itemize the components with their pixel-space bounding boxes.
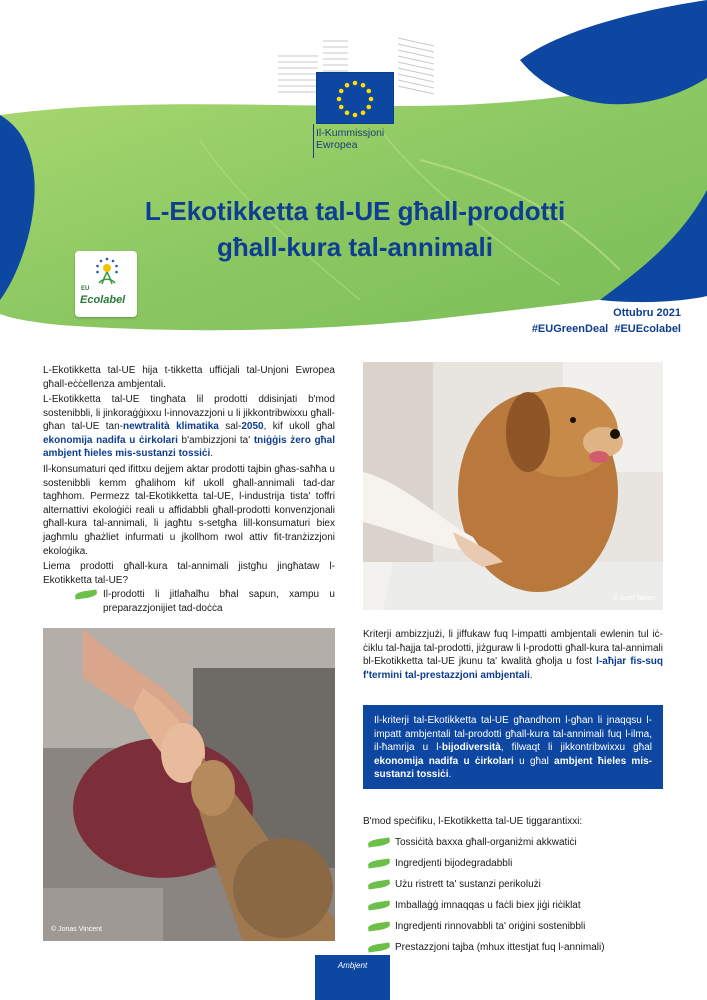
list-item: Imballaġġ imnaqqas u faċli biex jiġi riċiklat: [368, 900, 581, 911]
ecolabel-flower-icon: [93, 256, 121, 286]
leaf-bullet-icon: [368, 837, 391, 847]
intro-paragraph-1: L-Ekotikketta tal-UE hija t-tikketta uffiċjali tal-Unjoni Ewropea għall-eċċellenza ambjentali.: [43, 365, 335, 390]
logo-divider: [313, 124, 314, 158]
dog-photo-credit: © Autri Taheri: [613, 595, 655, 602]
eu-stars-icon: [317, 73, 393, 123]
institution-name: Il-Kummissjoni Ewropea: [316, 127, 385, 151]
title-line-1: L-Ekotikketta tal-UE għall-prodotti: [144, 196, 566, 226]
list-item: Prestazzjoni tajba (mhux ittestjat fuq l-annimali): [368, 942, 605, 953]
paw-photo-credit: © Jonas Vincent: [51, 926, 102, 933]
intro-paragraph-2: L-Ekotikketta tal-UE tingħata lil prodotti ddisinjati b'mod sostenibbli, li jinkoraġġixxu l-innovazzjoni u li jikkontribwixxu għall-għan tal-UE tan-newtralità klimatika sal-2050, kif ukoll għal ekonomija nadifa u ċirkolari b'ambizzjoni ta' tniġġis żero għal ambjent ħieles mis-sustanzi tossiċi.: [43, 394, 336, 460]
hand-paw-photo: [43, 628, 335, 941]
leaf-bullet-icon: [368, 858, 391, 868]
leaf-bullet-icon: [368, 879, 391, 889]
dog-bath-photo: [363, 362, 663, 610]
list-item: Użu ristrett ta' sustanzi perikolużi: [368, 879, 541, 890]
eu-ecolabel-logo: [75, 251, 137, 317]
hashtags: #EUGreenDeal #EUEcolabel: [531, 323, 681, 335]
ecolabel-eu-text: EU: [81, 286, 90, 292]
products-question: Liema prodotti għall-kura tal-annimali jistgħu jingħataw l-Ekotikketta tal-UE?: [43, 561, 335, 586]
products-bullet: Il-prodotti li jitlaħalħu bħal sapun, xampu u preparazzjonijiet tad-doċċa: [75, 588, 335, 615]
intro-paragraph-3: Il-konsumaturi qed ifittxu dejjem aktar prodotti tajbin għas-saħħa u sostenibbli kemm għalihom kif ukoll għall-annimali tad-dar tagħhom. Permezz tal-Ekotikketta tal-UE, l-industrija tista' toffri alternattivi ekoloġiċi reali u affidabbli għall-prodotti konvenzjonali għall-kura tal-annimali, li jagħtu s-setgħa lill-konsumaturi biex jagħmlu għażliet infurmati u jkollhom rwol attiv fit-tranżizzjoni ekoloġika.: [43, 464, 335, 557]
title-line-2: għall-kura tal-annimali: [217, 232, 493, 262]
publication-date: Ottubru 2021: [613, 307, 681, 319]
criteria-highlight-box: Il-kriterji tal-Ekotikketta tal-UE għandhom l-għan li jnaqqsu l-impatt ambjentali tal-prodotti għall-kura tal-annimali fuq l-ilma, il-ħamrija u l-bijodiversità, filwaqt li jikkontribwixxu għal ekonomija nadifa u ċirkolari u għal ambjent ħieles mis-sustanzi tossiċi.: [363, 705, 663, 789]
leaf-bullet-icon: [75, 590, 98, 600]
ecolabel-name-text: Ecolabel: [80, 294, 126, 306]
guarantees-intro: B'mod speċifiku, l-Ekotikketta tal-UE tiggarantixxi:: [363, 816, 583, 827]
eu-flag-logo: [316, 72, 394, 124]
leaf-bullet-icon: [368, 921, 391, 931]
list-item: Ingredjenti bijodegradabbli: [368, 858, 512, 869]
leaf-bullet-icon: [368, 942, 391, 952]
list-item: Tossiċità baxxa għall-organiżmi akkwatiċi: [368, 837, 577, 848]
page-title: [60, 193, 650, 265]
list-item: Ingredjenti rinnovabbli ta' oriġini sostenibbli: [368, 921, 585, 932]
criteria-paragraph: Kriterji ambizzjużi, li jiffukaw fuq l-impatti ambjentali ewlenin tul iċ-ċiklu tal-ħajja tal-prodotti, jiżguraw li l-prodotti għall-kura tal-annimali bl-Ekotikketta tal-UE jkunu ta' kwalità għolja u fost l-aħjar fis-suq f'termini tal-prestazzjoni ambjentali.: [363, 629, 663, 681]
leaf-bullet-icon: [368, 900, 391, 910]
footer-section-tab: Ambjent: [315, 955, 390, 1000]
